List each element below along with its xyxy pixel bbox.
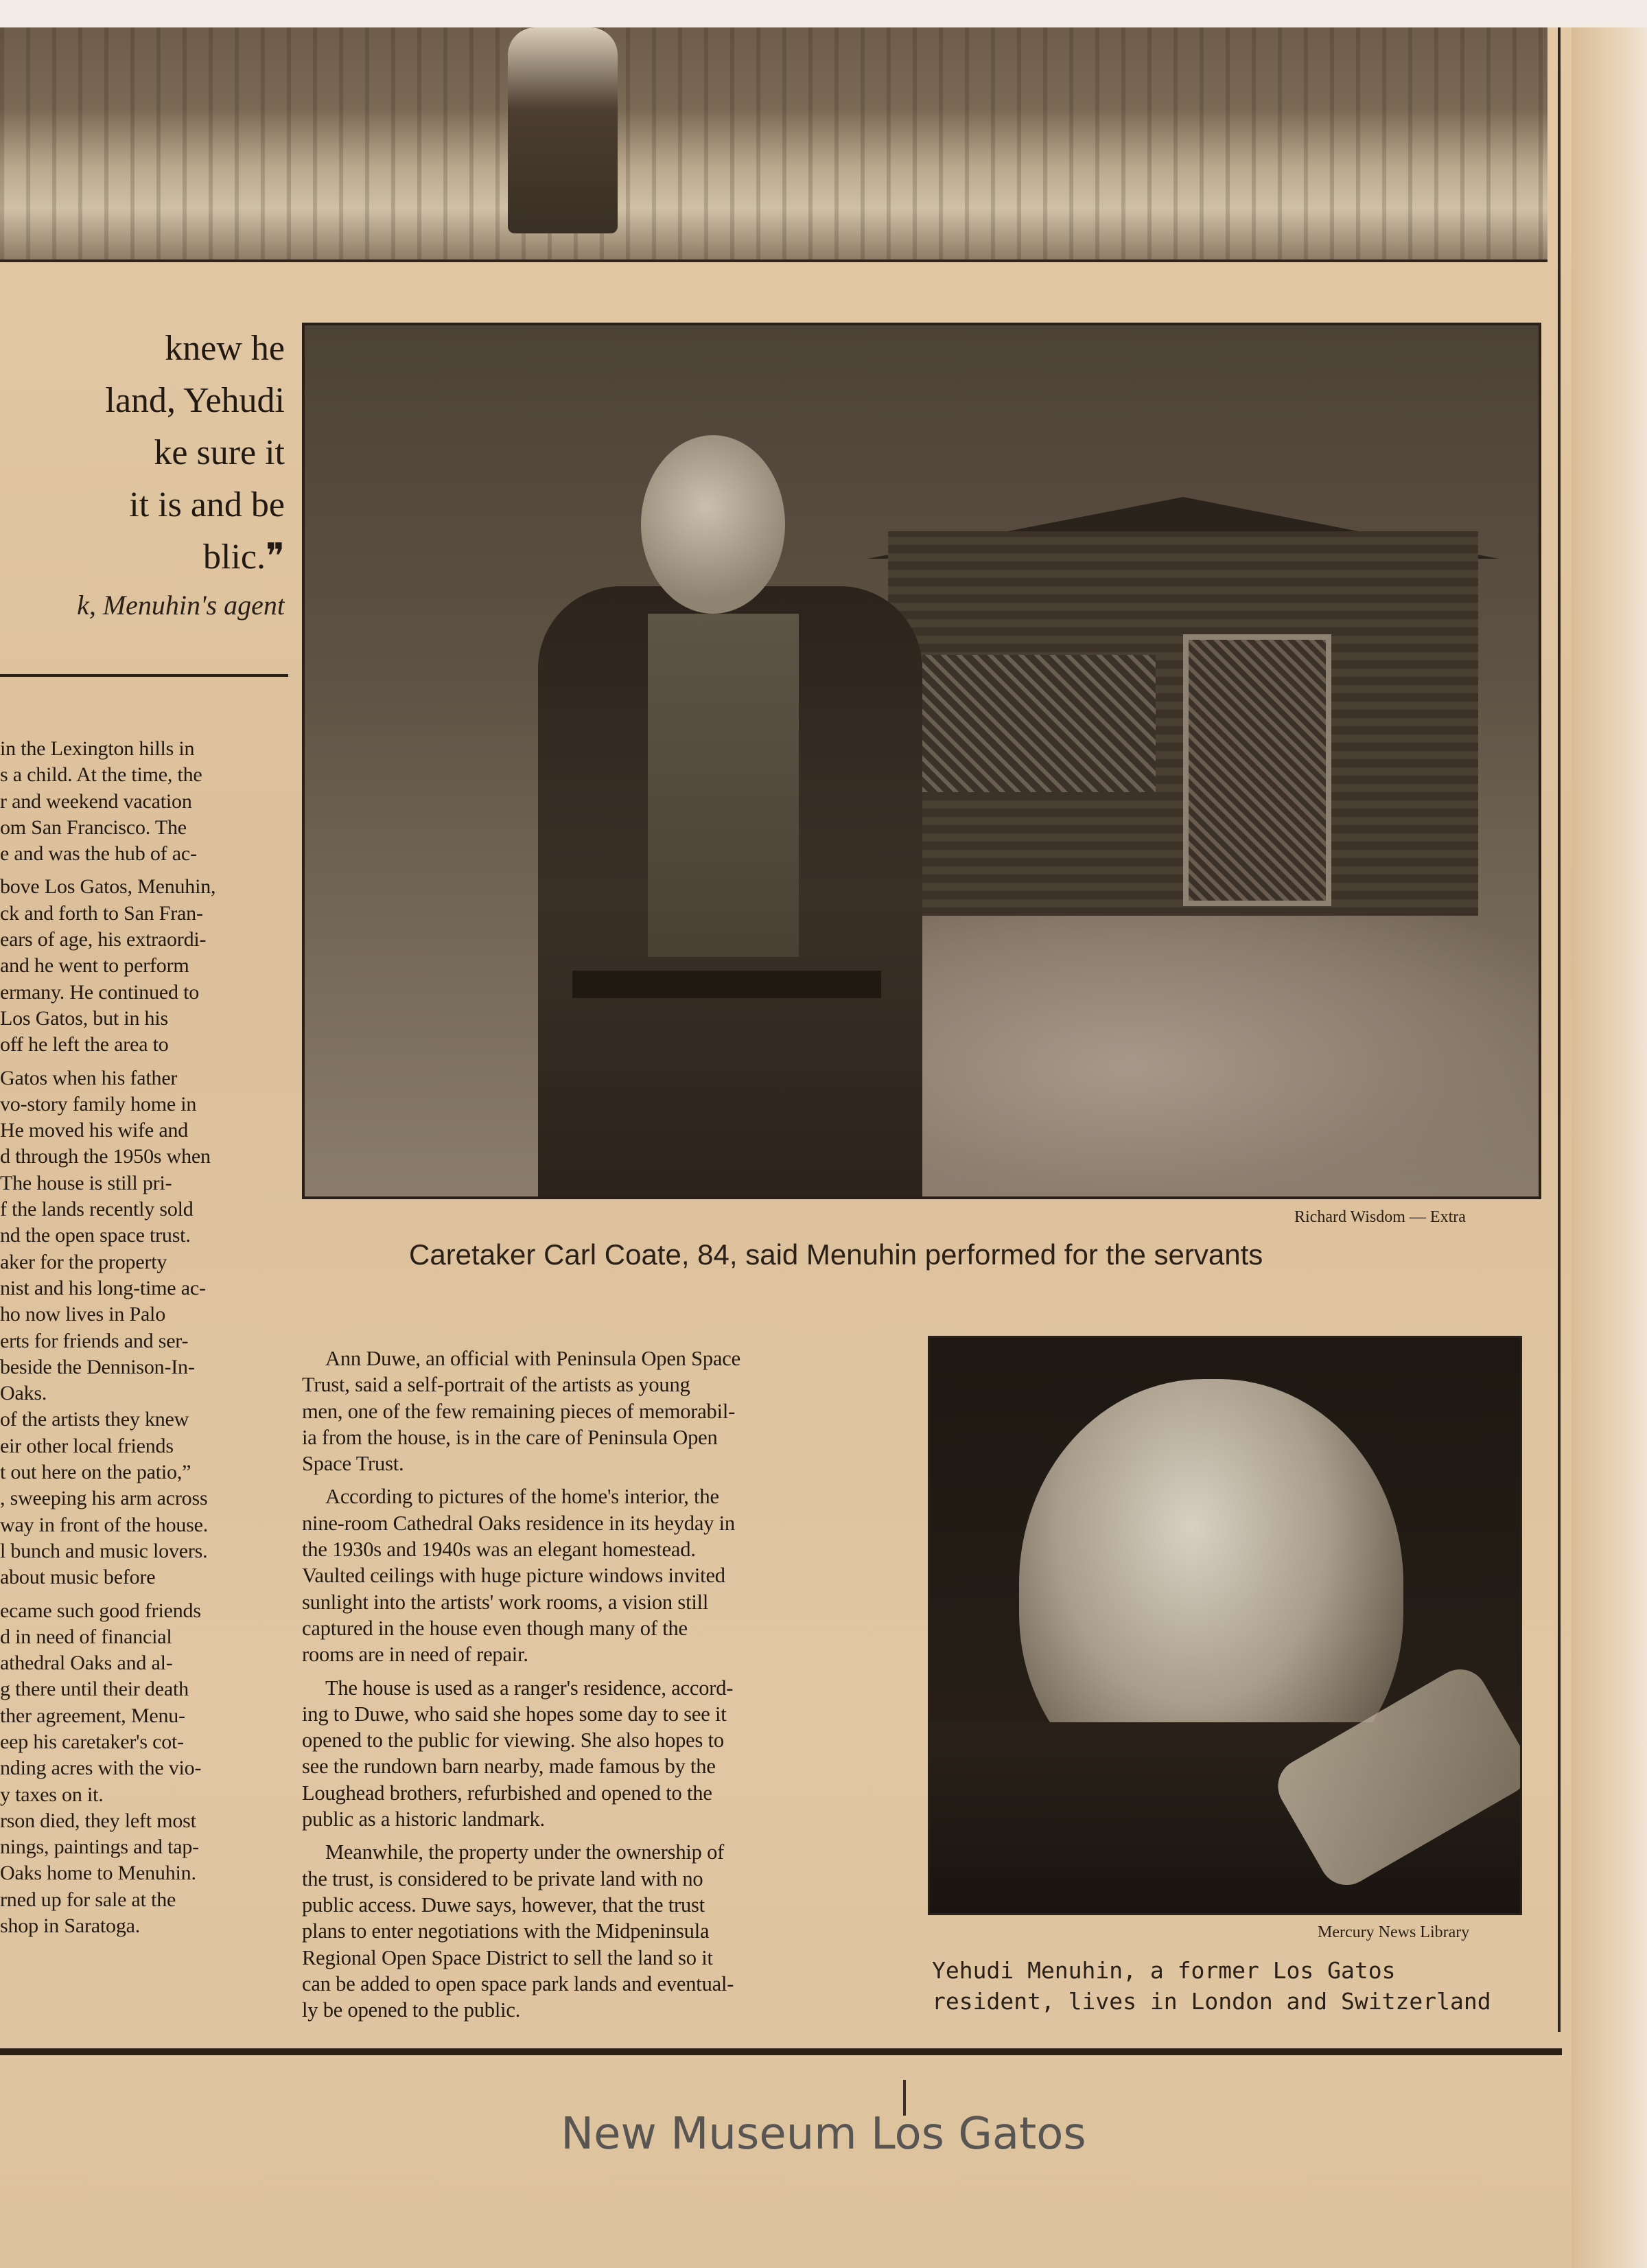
second-photo-caption-line: resident, lives in London and Switzerland — [932, 1988, 1491, 2015]
article-line: rooms are in need of repair. — [302, 1643, 528, 1667]
article-line: about music before — [0, 1566, 156, 1589]
article-line: According to pictures of the home's interior, the — [325, 1485, 719, 1509]
article-line: Meanwhile, the property under the ownership of — [325, 1840, 725, 1864]
article-line: The house is used as a ranger's residence, accord- — [325, 1676, 734, 1700]
article-line: ck and forth to San Fran- — [0, 901, 203, 925]
article-line: The house is still pri- — [0, 1171, 172, 1194]
article-line: ly be opened to the public. — [302, 1998, 521, 2022]
top-photo-figure — [508, 27, 618, 233]
article-line: public access. Duwe says, however, that the trust — [302, 1893, 705, 1917]
article-paragraph — [0, 874, 288, 1058]
article-line: He moved his wife and — [0, 1119, 189, 1142]
article-paragraph — [0, 1598, 288, 1940]
article-line: g there until their death — [0, 1678, 189, 1701]
article-line: Regional Open Space District to sell the land so it — [302, 1945, 713, 1969]
article-line: ing to Duwe, who said she hopes some day to see it — [302, 1702, 727, 1726]
article-paragraph — [302, 1839, 899, 2023]
article-line: athedral Oaks and al- — [0, 1652, 173, 1675]
man-shirt — [648, 614, 799, 957]
article-line: y taxes on it. — [0, 1783, 104, 1806]
article-line: erts for friends and ser- — [0, 1329, 189, 1352]
article-line: e and was the hub of ac- — [0, 842, 197, 866]
article-line: way in front of the house. — [0, 1513, 209, 1536]
article-line: Los Gatos, but in his — [0, 1006, 168, 1030]
article-line: can be added to open space park lands and eventual- — [302, 1971, 734, 1995]
article-line: the trust, is considered to be private land with no — [302, 1866, 703, 1890]
article-line: see the rundown barn nearby, made famous by the — [302, 1755, 716, 1779]
article-line: sunlight into the artists' work rooms, a vision still — [302, 1590, 709, 1614]
page-edge — [1572, 27, 1647, 2268]
article-line: nding acres with the vio- — [0, 1757, 202, 1780]
article-line: the 1930s and 1940s was an elegant homestead. — [302, 1538, 696, 1562]
column-rule-right — [1558, 27, 1561, 2032]
article-line: r and weekend vacation — [0, 789, 192, 813]
article-line: of the artists they knew — [0, 1408, 189, 1431]
article-paragraph — [302, 1483, 899, 1667]
article-line: ecame such good friends — [0, 1599, 201, 1622]
article-line: nd the open space trust. — [0, 1224, 191, 1247]
article-line: , sweeping his arm across — [0, 1487, 208, 1510]
article-line: nist and his long-time ac- — [0, 1276, 206, 1299]
man-belt — [572, 971, 881, 998]
article-line: men, one of the few remaining pieces of memorabil- — [302, 1399, 736, 1423]
article-line: Trust, said a self-portrait of the artists as young — [302, 1373, 690, 1397]
newspaper-page — [0, 27, 1606, 2268]
article-line: ho now lives in Palo — [0, 1303, 165, 1326]
main-photo-caption: Caretaker Carl Coate, 84, said Menuhin performed for the servants — [409, 1238, 1263, 1271]
article-line: Gatos when his father — [0, 1066, 178, 1089]
pull-quote-line: blic.❞ — [203, 537, 285, 577]
article-line: Oaks. — [0, 1382, 47, 1405]
cabin-lattice — [922, 655, 1156, 792]
main-photo-caretaker — [302, 323, 1541, 1199]
cabin-door — [1183, 634, 1331, 906]
article-line: eir other local friends — [0, 1434, 174, 1457]
article-line: ears of age, his extraordi- — [0, 928, 207, 951]
article-line: s a child. At the time, the — [0, 763, 202, 787]
pull-quote-attribution: k, Menuhin's agent — [77, 590, 285, 621]
article-line: ther agreement, Menu- — [0, 1704, 185, 1727]
article-line: nings, paintings and tap- — [0, 1836, 199, 1859]
article-line: captured in the house even though many of the — [302, 1616, 688, 1640]
article-line: beside the Dennison-In- — [0, 1355, 195, 1378]
article-line: t out here on the patio,” — [0, 1461, 191, 1484]
article-line: ermany. He continued to — [0, 980, 200, 1004]
article-paragraph — [0, 736, 288, 867]
article-line: shop in Saratoga. — [0, 1914, 141, 1938]
article-line: plans to enter negotiations with the Midpeninsula — [302, 1919, 710, 1943]
article-line: and he went to perform — [0, 954, 189, 977]
article-line: Space Trust. — [302, 1452, 404, 1476]
man-head — [641, 435, 785, 614]
article-line: in the Lexington hills in — [0, 737, 195, 760]
article-line: Loughead brothers, refurbished and opened to the — [302, 1781, 712, 1805]
second-photo-credit: Mercury News Library — [1318, 1923, 1470, 1941]
left-article-column — [0, 736, 288, 1939]
article-line: Vaulted ceilings with huge picture windows invited — [302, 1564, 725, 1588]
pull-quote — [0, 323, 285, 621]
pull-quote-rule — [0, 674, 288, 677]
pull-quote-line: land, Yehudi — [105, 381, 285, 420]
second-photo-caption — [932, 1955, 1550, 2017]
article-line: Ann Duwe, an official with Peninsula Open Space — [325, 1347, 740, 1370]
article-paragraph — [302, 1345, 899, 1477]
main-photo-credit: Richard Wisdom — Extra — [1294, 1208, 1466, 1226]
page-rule-bottom — [0, 2048, 1562, 2055]
article-line: off he left the area to — [0, 1033, 169, 1056]
article-line: rned up for sale at the — [0, 1888, 176, 1911]
article-line: opened to the public for viewing. She also hopes to — [302, 1728, 724, 1752]
article-line: bove Los Gatos, Menuhin, — [0, 875, 216, 899]
pull-quote-line: knew he — [165, 329, 285, 368]
second-photo-caption-line: Yehudi Menuhin, a former Los Gatos — [932, 1957, 1396, 1984]
article-line: vo-story family home in — [0, 1092, 197, 1115]
article-line: rson died, they left most — [0, 1809, 196, 1832]
middle-article-column — [302, 1345, 899, 2023]
article-line: ia from the house, is in the care of Peninsula Open — [302, 1425, 718, 1449]
article-line: eep his caretaker's cot- — [0, 1730, 184, 1753]
article-line: aker for the property — [0, 1250, 167, 1273]
article-paragraph — [302, 1675, 899, 1833]
article-line: l bunch and music lovers. — [0, 1539, 208, 1562]
top-photo-fragment — [0, 27, 1547, 262]
article-line: om San Francisco. The — [0, 815, 187, 839]
article-line: Oaks home to Menuhin. — [0, 1862, 196, 1885]
article-paragraph — [0, 1065, 288, 1591]
pull-quote-line: it is and be — [129, 485, 285, 524]
second-photo-menuhin — [928, 1336, 1522, 1915]
museum-watermark: New Museum Los Gatos — [561, 2109, 1086, 2160]
article-line: public as a historic landmark. — [302, 1807, 545, 1831]
article-line: f the lands recently sold — [0, 1198, 194, 1221]
article-line: d in need of financial — [0, 1625, 172, 1648]
article-line: d through the 1950s when — [0, 1145, 211, 1168]
pull-quote-line: ke sure it — [154, 433, 285, 472]
article-line: nine-room Cathedral Oaks residence in its heyday in — [302, 1511, 735, 1535]
